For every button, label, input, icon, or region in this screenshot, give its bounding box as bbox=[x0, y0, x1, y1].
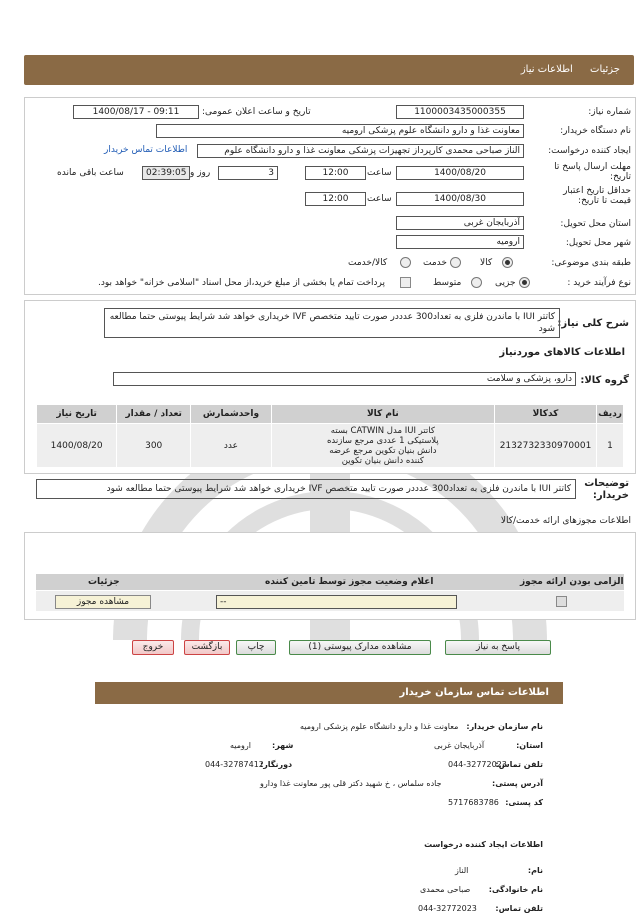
contact-province-label: استان: bbox=[516, 741, 543, 750]
col-row: ردیف bbox=[597, 405, 624, 424]
creator-section-title: اطلاعات ایجاد کننده درخواست bbox=[424, 840, 543, 849]
col-name: نام کالا bbox=[271, 405, 494, 424]
permits-title: اطلاعات مجوزهای ارائه خدمت/کالا bbox=[500, 516, 631, 526]
permits-col-status: اعلام وضعیت مجوز توسط تامین کننده bbox=[265, 577, 434, 587]
buyer-org-label: نام دستگاه خریدار: bbox=[560, 126, 631, 136]
table-row bbox=[37, 424, 624, 468]
contact-postal-label: کد پستی: bbox=[505, 798, 543, 807]
permits-col-required: الزامی بودن ارائه مجوز bbox=[520, 577, 624, 587]
creator-field: الناز صباحی محمدی کارپرداز تجهیزات پزشکی معاونت غذا و دارو دانشگاه علوم bbox=[197, 144, 524, 158]
validity-label: حداقل تاریخ اعتبار قیمت تا تاریخ: bbox=[563, 186, 631, 206]
goods-group-field: دارو، پزشکی و سلامت bbox=[113, 372, 576, 386]
attachments-button[interactable]: مشاهده مدارک پیوستی (1) bbox=[289, 640, 431, 655]
col-date: تاریخ نیاز bbox=[37, 405, 117, 424]
validity-hour-label: ساعت bbox=[367, 194, 392, 204]
reply-button[interactable]: پاسخ به نیاز bbox=[445, 640, 551, 655]
contact-city-label: شهر: bbox=[272, 741, 294, 750]
days-label: روز و bbox=[190, 168, 211, 178]
announce-date-label: تاریخ و ساعت اعلان عمومی: bbox=[202, 107, 311, 117]
need-number-label: شماره نیاز: bbox=[588, 107, 631, 117]
validity-time-field: 12:00 bbox=[305, 192, 366, 206]
remaining-time-field: 02:39:05 bbox=[142, 166, 190, 180]
tab-need-info[interactable]: اطلاعات نیاز bbox=[520, 64, 573, 75]
contact-section-header bbox=[95, 682, 563, 704]
process-label: نوع فرآیند خرید : bbox=[567, 278, 631, 288]
remaining-label: ساعت باقی مانده bbox=[57, 168, 124, 178]
need-number-field: 1100003435000355 bbox=[396, 105, 524, 119]
days-field: 3 bbox=[218, 166, 278, 180]
creator-family-value: صباحی محمدی bbox=[420, 885, 471, 894]
cell-name: کاتتر IUI مدل CATWIN بسته پلاستیکی 1 عددی مرجع سازنده دانش بنیان تکوین مرجع عرضه کننده دانش بنیان تکوین bbox=[271, 424, 494, 468]
category-both-radio[interactable] bbox=[400, 257, 411, 268]
cell-code: 2132732330970001 bbox=[494, 424, 596, 468]
contact-fax-value: 044-32787412 bbox=[205, 760, 264, 769]
contact-phone-value: 044-32772023 bbox=[448, 760, 507, 769]
city-label: شهر محل تحویل: bbox=[565, 238, 631, 248]
contact-address-value: جاده سلماس ، خ شهید دکتر قلی پور معاونت غذا ودارو bbox=[260, 779, 442, 788]
cell-row: 1 bbox=[597, 424, 624, 468]
tab-details[interactable]: جزئیات bbox=[590, 64, 620, 75]
city-field: ارومیه bbox=[396, 235, 524, 249]
province-field: آذربایجان غربی bbox=[396, 216, 524, 230]
cell-unit: عدد bbox=[191, 424, 272, 468]
print-button[interactable]: چاپ bbox=[236, 640, 276, 655]
deadline-label: مهلت ارسال پاسخ تا تاریخ: bbox=[554, 162, 631, 182]
contact-province-value: آذربایجان غربی bbox=[434, 741, 485, 750]
creator-name-label: نام: bbox=[527, 866, 543, 875]
summary-label: شرح کلی نیاز: bbox=[557, 318, 629, 329]
contact-city-value: ارومیه bbox=[230, 741, 251, 750]
col-qty: تعداد / مقدار bbox=[117, 405, 191, 424]
deadline-hour-label: ساعت bbox=[367, 168, 392, 178]
buyer-contact-link[interactable]: اطلاعات تماس خریدار bbox=[104, 145, 188, 155]
col-unit: واحدشمارش bbox=[191, 405, 272, 424]
category-goods-label: کالا bbox=[480, 258, 493, 268]
payment-note: پرداخت تمام یا بخشی از مبلغ خرید،از محل اسناد "اسلامی خزانه" خواهد بود. bbox=[97, 278, 385, 288]
buyer-desc-label: توضیحات خریدار: bbox=[584, 478, 629, 501]
col-code: کدکالا bbox=[494, 405, 596, 424]
goods-table bbox=[36, 404, 624, 468]
creator-family-label: نام خانوادگی: bbox=[488, 885, 543, 894]
creator-label: ایجاد کننده درخواست: bbox=[548, 146, 631, 156]
creator-name-value: الناز bbox=[455, 866, 469, 875]
contact-address-label: آدرس پستی: bbox=[492, 779, 543, 788]
top-tab-bar bbox=[24, 55, 634, 85]
contact-phone-label: تلفن تماس: bbox=[495, 760, 543, 769]
category-both-label: کالا/خدمت bbox=[348, 258, 388, 268]
category-service-label: خدمت bbox=[423, 258, 447, 268]
contact-title: اطلاعات تماس سازمان خریدار bbox=[399, 687, 549, 698]
category-service-radio[interactable] bbox=[450, 257, 461, 268]
creator-phone-label: تلفن تماس: bbox=[495, 904, 543, 913]
deadline-time-field: 12:00 bbox=[305, 166, 366, 180]
validity-date-field: 1400/08/30 bbox=[396, 192, 524, 206]
contact-org-label: نام سازمان خریدار: bbox=[466, 722, 543, 731]
deadline-date-field: 1400/08/20 bbox=[396, 166, 524, 180]
category-label: طبقه بندی موضوعی: bbox=[551, 258, 631, 268]
goods-table-header bbox=[37, 405, 624, 424]
buyer-desc-text: کاتتر IUI با ماندرن فلزی به تعداد300 عدددر صورت تایید متخصص IVF خریداری خواهد شد شرایط پیوستی حتما مطالعه شود bbox=[36, 479, 576, 499]
cell-date: 1400/08/20 bbox=[37, 424, 117, 468]
permit-status-field: -- bbox=[216, 595, 457, 609]
creator-phone-value: 044-32772023 bbox=[418, 904, 477, 913]
process-minor-label: جزیی bbox=[495, 278, 516, 288]
view-permit-button[interactable]: مشاهده مجوز bbox=[55, 595, 151, 609]
back-button[interactable]: بازگشت bbox=[184, 640, 230, 655]
goods-title: اطلاعات کالاهای موردنیاز bbox=[499, 347, 625, 358]
payment-checkbox[interactable] bbox=[400, 277, 411, 288]
process-minor-radio[interactable] bbox=[519, 277, 530, 288]
exit-button[interactable]: خروج bbox=[132, 640, 174, 655]
contact-org-value: معاونت غذا و دارو دانشگاه علوم پزشکی ارومیه bbox=[300, 722, 459, 731]
process-medium-label: متوسط bbox=[433, 278, 462, 288]
goods-group-label: گروه کالا: bbox=[580, 375, 629, 386]
cell-qty: 300 bbox=[117, 424, 191, 468]
announce-date-field: 1400/08/17 - 09:11 bbox=[73, 105, 199, 119]
summary-text: کاتتر IUI با ماندرن فلزی به تعداد300 عدددر صورت تایید متخصص IVF خریداری خواهد شد شرایط پیوستی حتما مطالعه شود bbox=[104, 308, 560, 338]
permits-col-details: جزئیات bbox=[88, 577, 120, 587]
contact-postal-value: 5717683786 bbox=[448, 798, 499, 807]
process-medium-radio[interactable] bbox=[471, 277, 482, 288]
province-label: استان محل تحویل: bbox=[560, 219, 631, 229]
buyer-org-field: معاونت غذا و دارو دانشگاه علوم پزشکی ارومیه bbox=[156, 124, 524, 138]
permit-required-checkbox bbox=[556, 596, 567, 607]
category-goods-radio[interactable] bbox=[502, 257, 513, 268]
contact-fax-label: دورنگار: bbox=[260, 760, 293, 769]
